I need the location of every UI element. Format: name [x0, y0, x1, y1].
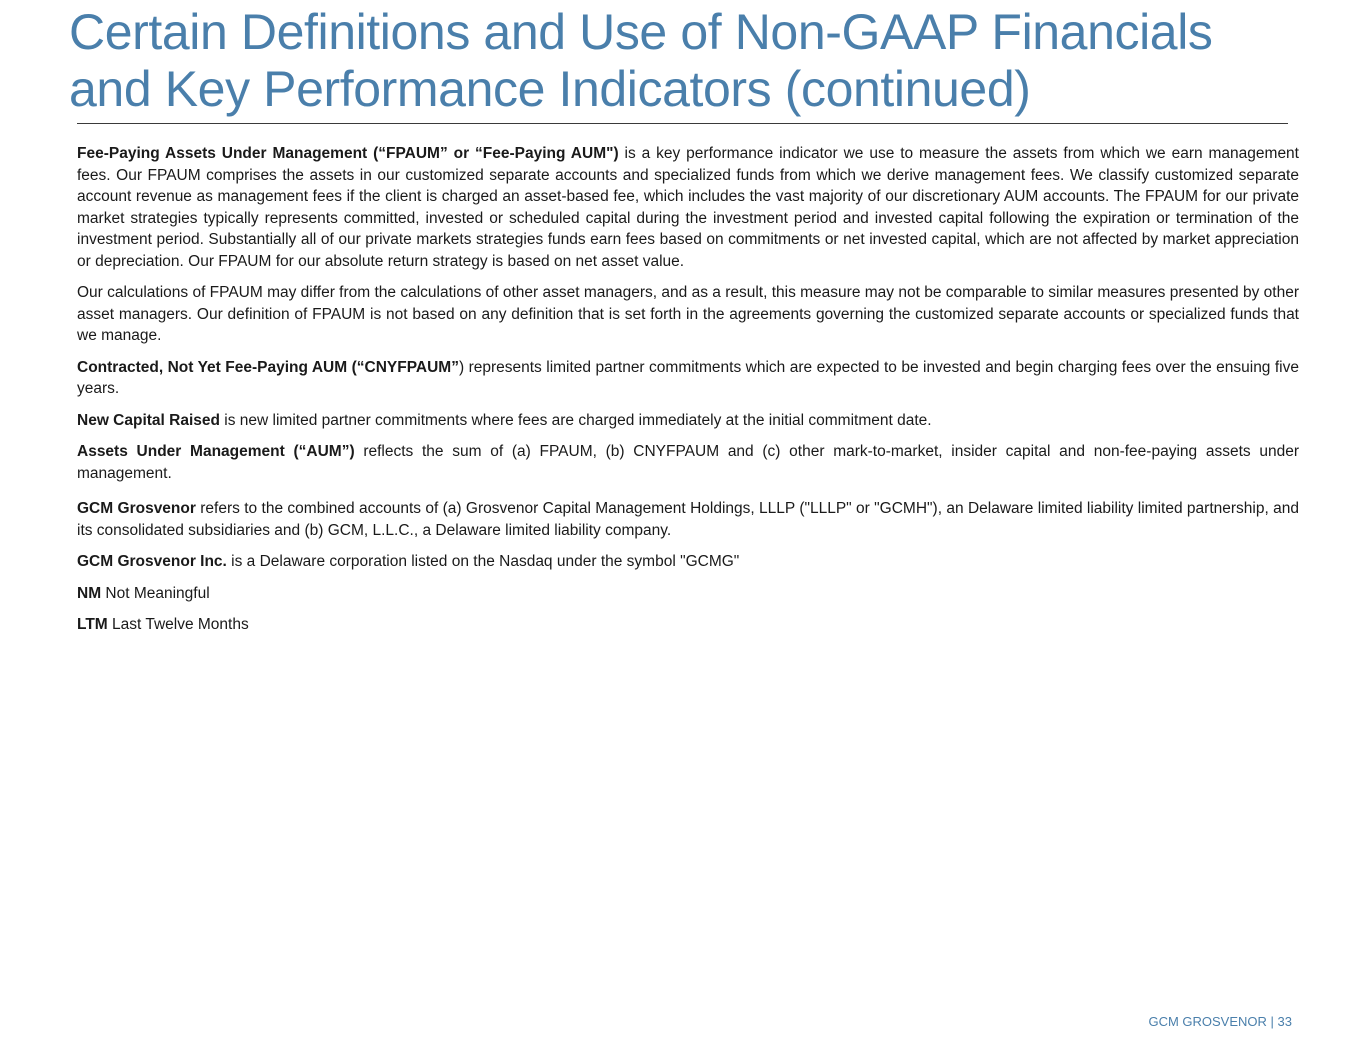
definition-cnyfpaum [77, 357, 1299, 400]
definition-term: GCM Grosvenor Inc. [77, 553, 227, 570]
definition-term: GCM Grosvenor [77, 500, 196, 517]
definition-term: Assets Under Management (“AUM”) [77, 443, 355, 460]
definition-term: New Capital Raised [77, 411, 220, 429]
definition-text: refers to the combined accounts of (a) Grosvenor Capital Management Holdings, LLLP ("LLLP" or "GCMH"), an Delaware limited liability limited partnership, and its consolidated subsidiaries and (b) GCM, L.L.C., a Delaware limited liability company. [77, 500, 1299, 539]
definitions-body [77, 143, 1299, 646]
definition-text: is a key performance indicator we use to measure the assets from which we earn management fees. Our FPAUM comprises the assets in our customized separate accounts and specialized funds from which we derive management fees. We classify customized separate account revenue as management fees if the client is charged an asset-based fee, which includes the vast majority of our discretionary AUM accounts. The FPAUM for our private market strategies typically represents committed, invested or scheduled capital during the investment period and invested capital following the expiration or termination of the investment period. Substantially all of our private markets strategies funds earn fees based on commitments or net invested capital, which are not affected by market appreciation or depreciation. Our FPAUM for our absolute return strategy is based on net asset value. [77, 145, 1299, 270]
definition-aum [77, 441, 1299, 484]
definition-text: ) represents limited partner commitments which are expected to be invested and begin charging fees over the ensuing five years. [77, 358, 1299, 397]
definition-term: Contracted, Not Yet Fee-Paying AUM (“CNYFPAUM” [77, 358, 459, 376]
definition-fpaum-calculation [77, 282, 1299, 347]
page-number: 33 [1277, 1014, 1292, 1029]
page-title: Certain Definitions and Use of Non-GAAP Financials and Key Performance Indicators (continued) [69, 4, 1213, 117]
definition-text: is new limited partner commitments where fees are charged immediately at the initial commitment date. [220, 411, 932, 429]
title-divider [77, 123, 1288, 124]
footer-separator: | [1266, 1014, 1278, 1029]
footer-brand: GCM GROSVENOR [1148, 1014, 1267, 1029]
definition-term: LTM [77, 616, 108, 633]
definition-term: Fee-Paying Assets Under Management (“FPAUM” or “Fee-Paying AUM") [77, 145, 619, 162]
definition-text: Last Twelve Months [107, 616, 249, 633]
definition-text: is a Delaware corporation listed on the Nasdaq under the symbol "GCMG" [226, 553, 740, 570]
definition-ltm [77, 614, 1299, 636]
definition-gcm-grosvenor-inc [77, 551, 1299, 573]
definition-new-capital-raised [77, 410, 1299, 432]
definition-nm [77, 583, 1299, 605]
definition-term: NM [77, 584, 102, 602]
definition-gcm-grosvenor [77, 498, 1299, 541]
definition-text: Not Meaningful [101, 584, 210, 602]
definition-text: reflects the sum of (a) FPAUM, (b) CNYFPAUM and (c) other mark-to-market, insider capital and non-fee-paying assets under management. [77, 443, 1299, 482]
definition-text: Our calculations of FPAUM may differ from the calculations of other asset managers, and as a result, this measure may not be comparable to similar measures presented by other asset managers. Our definition of FPAUM is not based on any definition that is set forth in the agreements governing the customized separate accounts or specialized funds that we manage. [77, 284, 1299, 344]
page-footer [1148, 1014, 1292, 1030]
definition-fpaum [77, 143, 1299, 272]
